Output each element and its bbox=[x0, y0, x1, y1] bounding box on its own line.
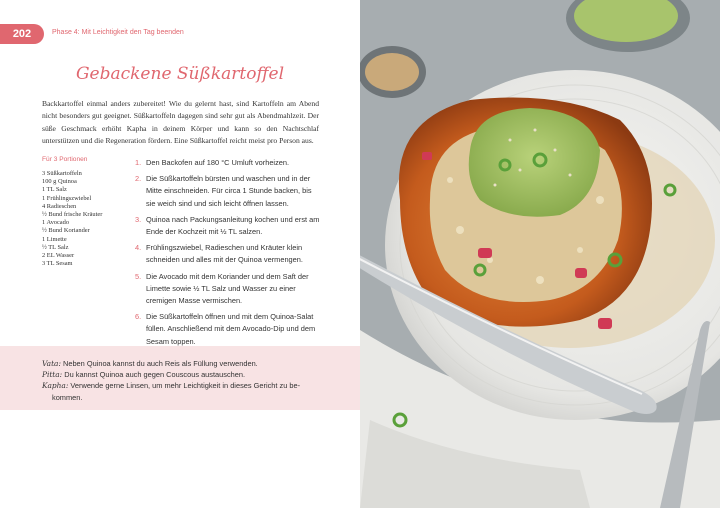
ingredient-item: 1 Frühlingszwiebel bbox=[42, 194, 92, 202]
tip-text: Neben Quinoa kannst du auch Reis als Füllung verwenden. bbox=[63, 359, 258, 368]
ingredient-item: 3 Süßkartoffeln bbox=[42, 170, 82, 177]
ingredient-list bbox=[42, 170, 102, 268]
ingredient-item: ½ Bund frische Kräuter bbox=[42, 211, 103, 219]
step-number: 2. bbox=[135, 174, 142, 184]
ingredient-item: ½ TL Salz bbox=[42, 243, 69, 251]
step-text: Die Süßkartoffeln öffnen und mit dem Quinoa-Salat füllen. Anschließend mit dem Avocado-Dip und dem Sesam toppen. bbox=[146, 312, 316, 346]
tip-kapha-continuation: kommen. bbox=[52, 392, 83, 402]
step-number: 5. bbox=[135, 271, 142, 281]
step-text: Frühlingszwiebel, Radieschen und Kräuter klein schneiden und alles mit der Quinoa vermengen. bbox=[146, 243, 303, 265]
step-item bbox=[135, 242, 323, 266]
ingredient-item: 1 Avocado bbox=[42, 219, 70, 227]
step-number: 3. bbox=[135, 214, 142, 224]
ingredient-item: 2 EL Wasser bbox=[42, 252, 75, 260]
running-header: Phase 4: Mit Leichtigkeit den Tag beenden bbox=[52, 29, 184, 36]
step-text: Quinoa nach Packungsanleitung kochen und erst am Ende der Kochzeit mit ½ TL salzen. bbox=[146, 214, 320, 237]
tip-vata bbox=[42, 358, 322, 369]
ingredient-item: 4 Radieschen bbox=[42, 202, 77, 210]
food-photo bbox=[360, 0, 720, 508]
ingredient-item: 1 TL Salz bbox=[42, 186, 67, 194]
ingredient-item: 1 Limette bbox=[42, 235, 67, 243]
tips-box bbox=[0, 346, 360, 410]
portions-label: Für 3 Portionen bbox=[42, 156, 88, 163]
step-text: Die Avocado mit dem Koriander und dem Saft der Limette sowie ½ TL Salz und Wasser zu einer cremigen Masse vermischen. bbox=[146, 271, 309, 306]
step-number: 4. bbox=[135, 243, 142, 253]
step-number: 6. bbox=[135, 312, 142, 322]
recipe-intro: Backkartoffel einmal anders zubereitet! Wie du gelernt hast, sind Kartoffeln am Abend nicht besonders gut geeignet. Süßkartoffeln dagegen sind sehr gut als Abendmahlzeit. Der süße Geschmack erhöht Kapha in deinem Körper und kann so den Nachtschlaf unterstützen und die Regeneration fördern. Eine Süßkartoffel reicht meist pro Person aus. bbox=[42, 99, 319, 146]
tip-label: Vata: bbox=[42, 359, 61, 368]
step-text: Den Backofen auf 180 °C Umluft vorheizen. bbox=[146, 158, 290, 167]
ingredient-item: 100 g Quinoa bbox=[42, 178, 77, 186]
step-item bbox=[135, 214, 323, 238]
ingredient-item: ½ Bund Koriander bbox=[42, 227, 90, 235]
step-item bbox=[135, 271, 323, 308]
ingredient-item: 3 TL Sesam bbox=[42, 260, 73, 268]
tip-label: Pitta: bbox=[42, 370, 63, 380]
step-text: Die Süßkartoffeln bürsten und waschen und in der Mitte einschneiden. Für circa 1 Stunde backen, bis sie weich sind und sich leicht öffnen lassen. bbox=[146, 174, 312, 208]
tip-kapha bbox=[42, 380, 322, 391]
step-item bbox=[135, 173, 323, 210]
step-item bbox=[135, 311, 323, 348]
tip-pitta bbox=[42, 369, 322, 380]
tip-label: Kapha: bbox=[42, 381, 69, 391]
tip-text: Du kannst Quinoa auch gegen Couscous austauschen. bbox=[64, 370, 246, 380]
recipe-title: Gebackene Süßkartoffel bbox=[75, 64, 285, 84]
step-item bbox=[135, 157, 323, 169]
page-number: 202 bbox=[0, 24, 44, 44]
step-number: 1. bbox=[135, 158, 142, 167]
tip-text: Verwende gerne Linsen, um mehr Leichtigkeit in dieses Gericht zu be- bbox=[70, 381, 301, 391]
step-list bbox=[135, 157, 323, 352]
